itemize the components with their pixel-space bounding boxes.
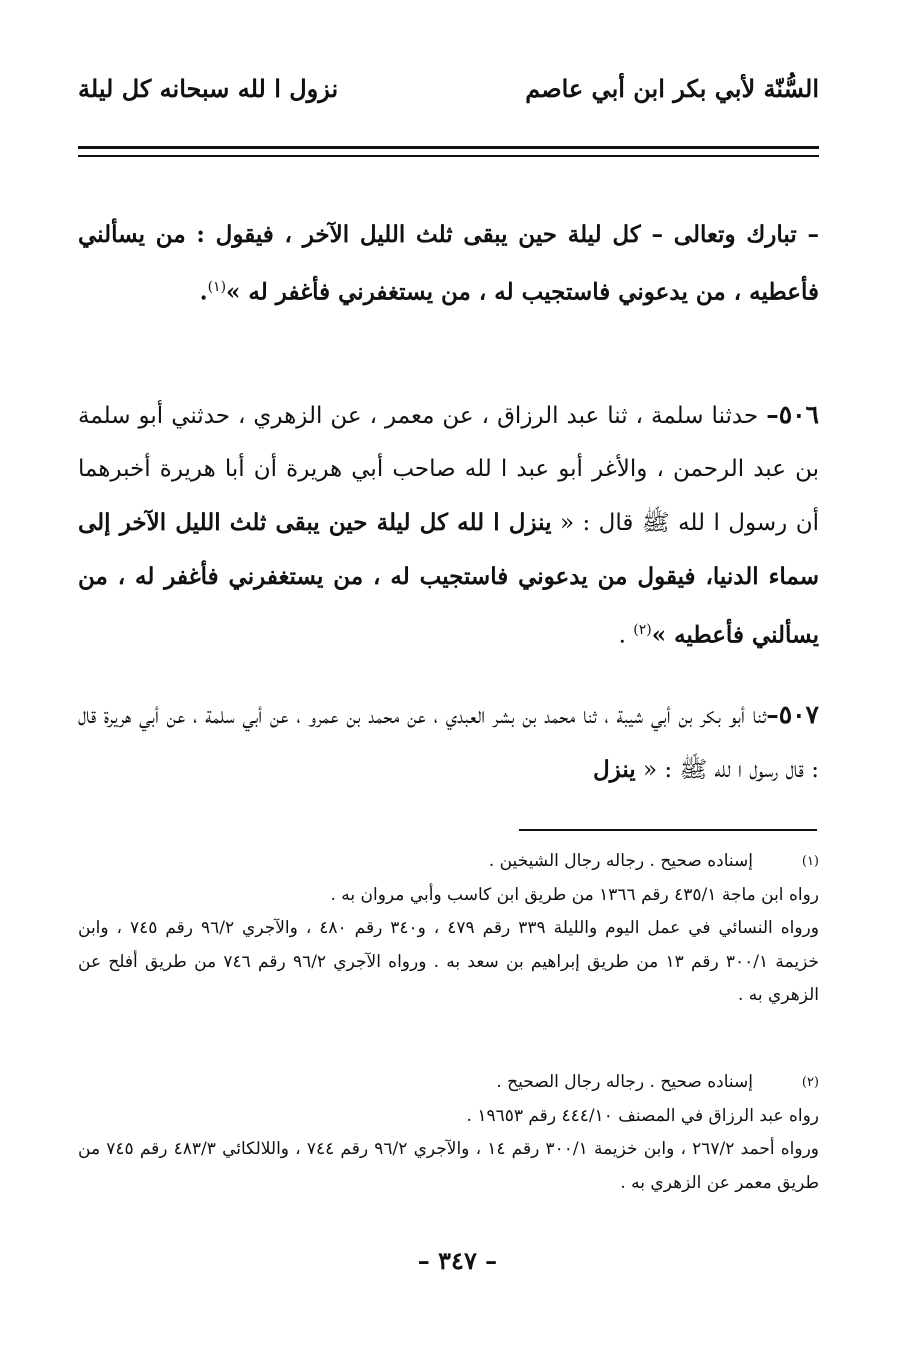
hadith-number: ٥٠٧–: [766, 700, 819, 729]
footnote-line: رواه عبد الرزاق في المصنف ٤٤٤/١٠ رقم ١٩٦٥٣ .: [466, 1105, 819, 1126]
isnad-text: ثنا أبو بكر بن أبي شيبة ، ثنا محمد بن بشر العبدي ، عن محمد بن عمرو ، عن أبي سلمة ، عن أبي هريرة قال : قال رسول ا لله ﷺ : «: [78, 703, 819, 783]
paragraph-trail: .: [199, 278, 208, 306]
footnote-ref: (٢): [633, 622, 652, 638]
paragraph-trail: .: [618, 622, 634, 649]
footnote-separator: [519, 829, 817, 831]
footnote-line: رواه ابن ماجة ٤٣٥/١ رقم ١٣٦٦ من طريق ابن كاسب وأبي مروان به .: [330, 884, 819, 905]
footnote-2: [78, 1066, 819, 1200]
footnote-1: [78, 845, 819, 1013]
matn-text: ينزل: [592, 756, 636, 783]
paragraph-hadith-continuation: [78, 208, 819, 319]
paragraph-hadith-507: [78, 688, 819, 797]
book-title: السُّنّة لأبي بكر ابن أبي عاصم: [525, 74, 819, 103]
page-number: – ٣٤٧ –: [417, 1246, 498, 1275]
header-rule-thick: [78, 146, 819, 149]
footnote-line: إسناده صحيح . رجاله رجال الشيخين .: [488, 851, 753, 871]
running-header: [78, 74, 819, 114]
hadith-number: ٥٠٦–: [766, 400, 819, 429]
paragraph-text: – تبارك وتعالى – كل ليلة حين يبقى ثلث الليل الآخر ، فيقول : من يسألني فأعطيه ، من يدعوني فاستجيب له ، من يستغفرني فأغفر له »: [78, 221, 819, 306]
footnote-line: إسناده صحيح . رجاله رجال الصحيح .: [496, 1072, 753, 1092]
footnote-line: ورواه أحمد ٢٦٧/٢ ، وابن خزيمة ٣٠٠/١ رقم ١٤ ، والآجري ٩٦/٢ رقم ٧٤٤ ، واللالكائي ٤٨٣/٣ رقم ٧٤٥ من طريق معمر عن الزهري به .: [78, 1139, 819, 1193]
footnote-line: ورواه النسائي في عمل اليوم والليلة ٣٣٩ رقم ٤٧٩ ، و٣٤٠ رقم ٤٨٠ ، والآجري ٩٦/٢ رقم ٧٤٥ ، وابن خزيمة ٣٠٠/١ رقم ١٣ من طريق إبراهيم بن سعد به . ورواه الآجري ٩٦/٢ رقم ٧٤٦ من طريق أفلح عن الزهري به .: [78, 918, 819, 1005]
chapter-title: نزول ا لله سبحانه كل ليلة: [78, 74, 339, 103]
footnote-ref: (١): [207, 279, 227, 295]
isnad-text: حدثنا سلمة ، ثنا عبد الرزاق ، عن معمر ، عن الزهري ، حدثني أبو سلمة بن عبد الرحمن ، والأغر أبو عبد ا لله صاحب أبي هريرة أن أبا هريرة أخبرهما أن رسول ا لله ﷺ قال : «: [78, 403, 819, 536]
footnote-marker: (١): [801, 854, 819, 869]
header-rule-thin: [78, 155, 819, 157]
matn-text: ينزل ا لله كل ليلة حين يبقى ثلث الليل الآخر إلى سماء الدنيا، فيقول من يدعوني فاستجيب له ، من يستغفرني فأغفر له ، من يسألني فأعطيه »: [78, 509, 819, 649]
footnote-marker: (٢): [801, 1075, 819, 1090]
paragraph-hadith-506: [78, 388, 819, 663]
